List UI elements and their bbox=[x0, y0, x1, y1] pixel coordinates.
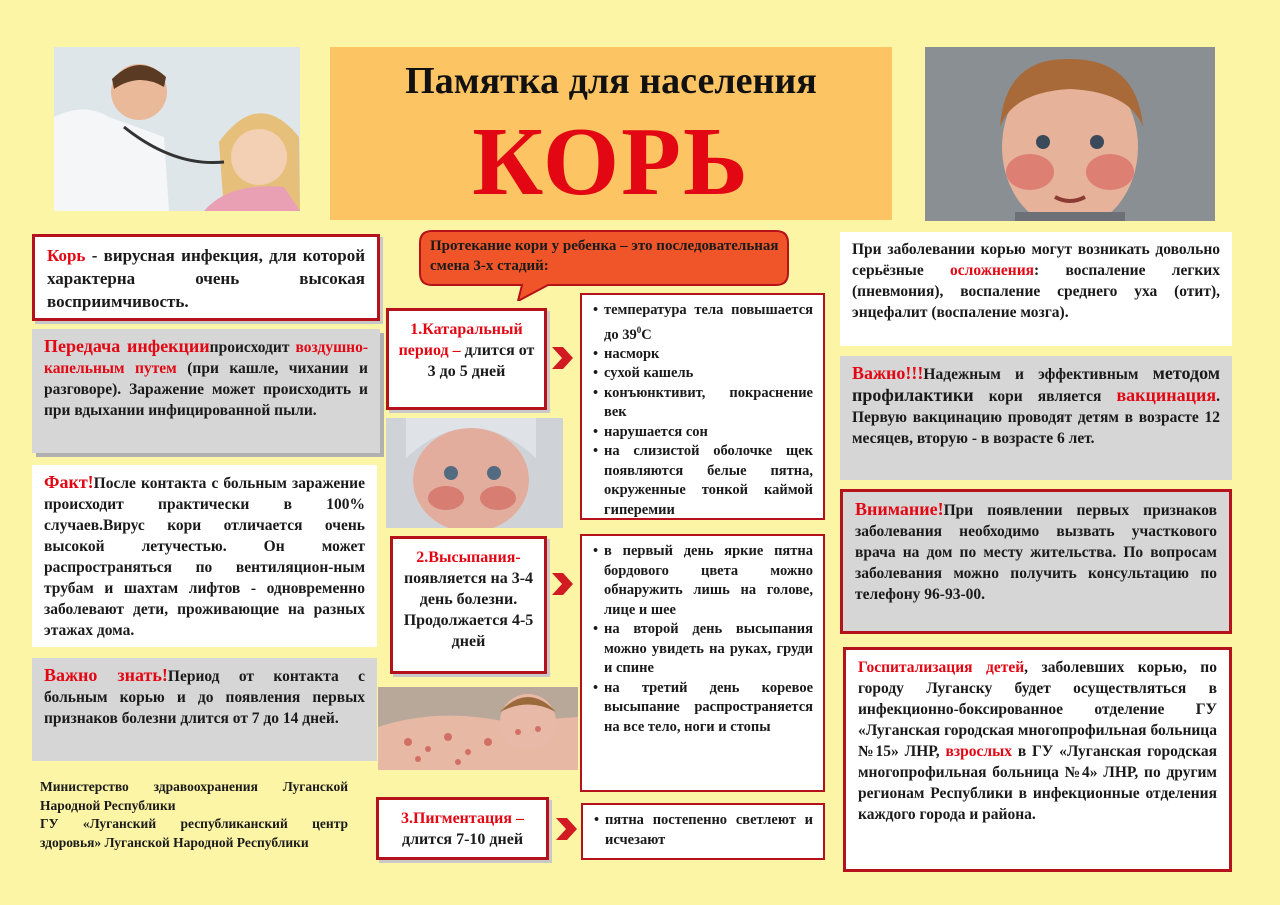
definition-text: вирусная инфекция, для которой характерна очень высокая восприимчивость. bbox=[47, 246, 365, 311]
symptom-1-5: • нарушается сон bbox=[604, 423, 813, 443]
doctor-examining-child-image bbox=[54, 47, 300, 211]
baby-with-rash-image bbox=[386, 418, 563, 528]
important-text: Период от контакта с больным корью и до появления первых признаков болезни длится от 7 до 14 дней. bbox=[44, 668, 366, 727]
stage-2 bbox=[390, 536, 547, 674]
symptom-1-4: • конъюнктивит, покраснение век bbox=[604, 384, 813, 423]
stage-3-symptoms bbox=[581, 803, 825, 860]
stage-2-arrow-icon bbox=[548, 570, 576, 598]
vaccination-method: методом профилактики bbox=[852, 363, 1220, 405]
boy-photo bbox=[925, 47, 1215, 221]
complications-label: осложнения bbox=[950, 262, 1035, 279]
attention-box bbox=[840, 489, 1232, 634]
symptom-3-1: • пятна постепенно светлеют и исчезают bbox=[605, 811, 813, 850]
symptom-1-3: • сухой кашель bbox=[604, 364, 813, 384]
complications-text1: При заболевании корью могут возникать довольно серьёзные bbox=[852, 241, 1220, 279]
fact-label: Факт! bbox=[44, 472, 94, 492]
stage-1 bbox=[386, 308, 547, 410]
symptom-2-3: • на третий день коревое высыпание распространяется на все тело, ноги и стопы bbox=[604, 679, 813, 738]
symptom-1-2: • насморк bbox=[604, 345, 813, 365]
transmission-label: Передача инфекции bbox=[44, 336, 210, 356]
hospital-text1: , заболевших корью, по городу Луганску будет осуществляться в инфекционно-боксированное отделение ГУ «Луганская городская многопрофильная больница №15» ЛНР, bbox=[858, 659, 1217, 760]
stage-1-symptoms bbox=[580, 293, 825, 520]
attention-text: При появлении первых признаков заболевания необходимо вызвать участкового врача на дом по месту жительства. По вопросам заболевания можно получить консультацию по телефону 96-93-00. bbox=[855, 502, 1217, 603]
transmission-route: воздушно-капельным путем bbox=[44, 339, 368, 377]
transmission-box bbox=[32, 329, 380, 453]
footer-center: ГУ «Луганский республиканский центр здоровья» Луганской Народной Республики bbox=[40, 816, 348, 850]
complications-text2: : воспаление легких (пневмония), воспаление среднего уха (отит), энцефалит (воспаление мозга). bbox=[852, 262, 1220, 321]
symptom-2-2: • на второй день высыпания можно увидеть на руках, груди и спине bbox=[604, 620, 813, 679]
vaccination-text3: . Первую вакцинацию проводят детям в возрасте 12 месяцев, вторую - в возрасте 6 лет. bbox=[852, 388, 1220, 447]
vaccination-text1: Надежным и эффективным bbox=[923, 366, 1153, 383]
title-panel bbox=[330, 47, 892, 220]
symptom-1-1: • температура тела повышается до $39^0С$ bbox=[604, 301, 813, 345]
stage-3-arrow-icon bbox=[552, 815, 580, 843]
baby-photo bbox=[386, 418, 563, 528]
vaccination-text2: кори является bbox=[973, 388, 1117, 405]
stage-2-title: 2.Высыпания- bbox=[416, 549, 521, 566]
boy-with-measles-image bbox=[925, 47, 1215, 221]
page-title: КОРЬ bbox=[472, 108, 750, 216]
page-subtitle: Памятка для населения bbox=[405, 60, 817, 102]
stage-2-text: появляется на 3-4 день болезни. Продолжается 4-5 дней bbox=[403, 570, 534, 650]
fact-box bbox=[32, 465, 377, 647]
child-body-photo bbox=[378, 687, 578, 770]
stage-3-title: 3.Пигментация – bbox=[400, 810, 525, 827]
hospital-label-adults: взрослых bbox=[945, 743, 1012, 760]
stage-3 bbox=[376, 797, 549, 860]
symptom-1-6: • на слизистой оболочке щек появляются белые пятна, окруженные тонкой каймой гиперемии bbox=[604, 442, 813, 520]
child-body-rash-image bbox=[378, 687, 578, 770]
stage-3-text: длится 7-10 дней bbox=[401, 831, 524, 848]
vaccination-box bbox=[840, 356, 1232, 480]
stage-2-symptoms bbox=[580, 534, 825, 792]
hospital-text2: в ГУ «Луганская городская многопрофильная больница №4» ЛНР, по другим регионам Республики в инфекционные отделения каждого города и района. bbox=[858, 743, 1217, 823]
footer bbox=[40, 778, 348, 852]
definition-term: Корь bbox=[47, 246, 86, 265]
important-label: Важно знать! bbox=[44, 665, 168, 685]
attention-label: Внимание! bbox=[855, 499, 944, 519]
symptom-2-1: • в первый день яркие пятна бордового цвета можно обнаружить лишь на голове, лице и шее bbox=[604, 542, 813, 620]
complications-box bbox=[840, 232, 1232, 346]
transmission-text1: происходит bbox=[209, 339, 290, 356]
important-box bbox=[32, 658, 377, 761]
transmission-text2: (при кашле, чихании и разговоре). Заражение может происходить и при вдыхании инфицированной пыли. bbox=[44, 360, 368, 419]
hospital-box bbox=[843, 647, 1232, 872]
doctor-photo bbox=[54, 47, 300, 211]
hospital-label-children: Госпитализация детей bbox=[858, 659, 1025, 676]
stage-1-text: длится от 3 до 5 дней bbox=[427, 342, 535, 380]
footer-ministry: Министерство здравоохранения Луганской Народной Республики bbox=[40, 779, 348, 813]
stage-1-arrow-icon bbox=[548, 344, 576, 372]
fact-text: После контакта с больным заражение происходит практически в 100% случаев.Вирус кори отличается очень высокой летучестью. Он может распространяться по вентиляцион-ным трубам и шахтам лифтов - одновременно заболевают дети, проживающие на разных этажах дома. bbox=[44, 475, 365, 639]
definition-box bbox=[32, 234, 380, 321]
stages-intro: Протекание кори у ребенка – это последовательная смена 3-х стадий: bbox=[430, 238, 779, 274]
vaccination-label: Важно!!! bbox=[852, 363, 924, 383]
definition-sep: - bbox=[85, 246, 104, 265]
stage-1-title: 1.Катаральный период – bbox=[398, 321, 523, 359]
vaccination-vax: вакцинация bbox=[1116, 385, 1217, 405]
